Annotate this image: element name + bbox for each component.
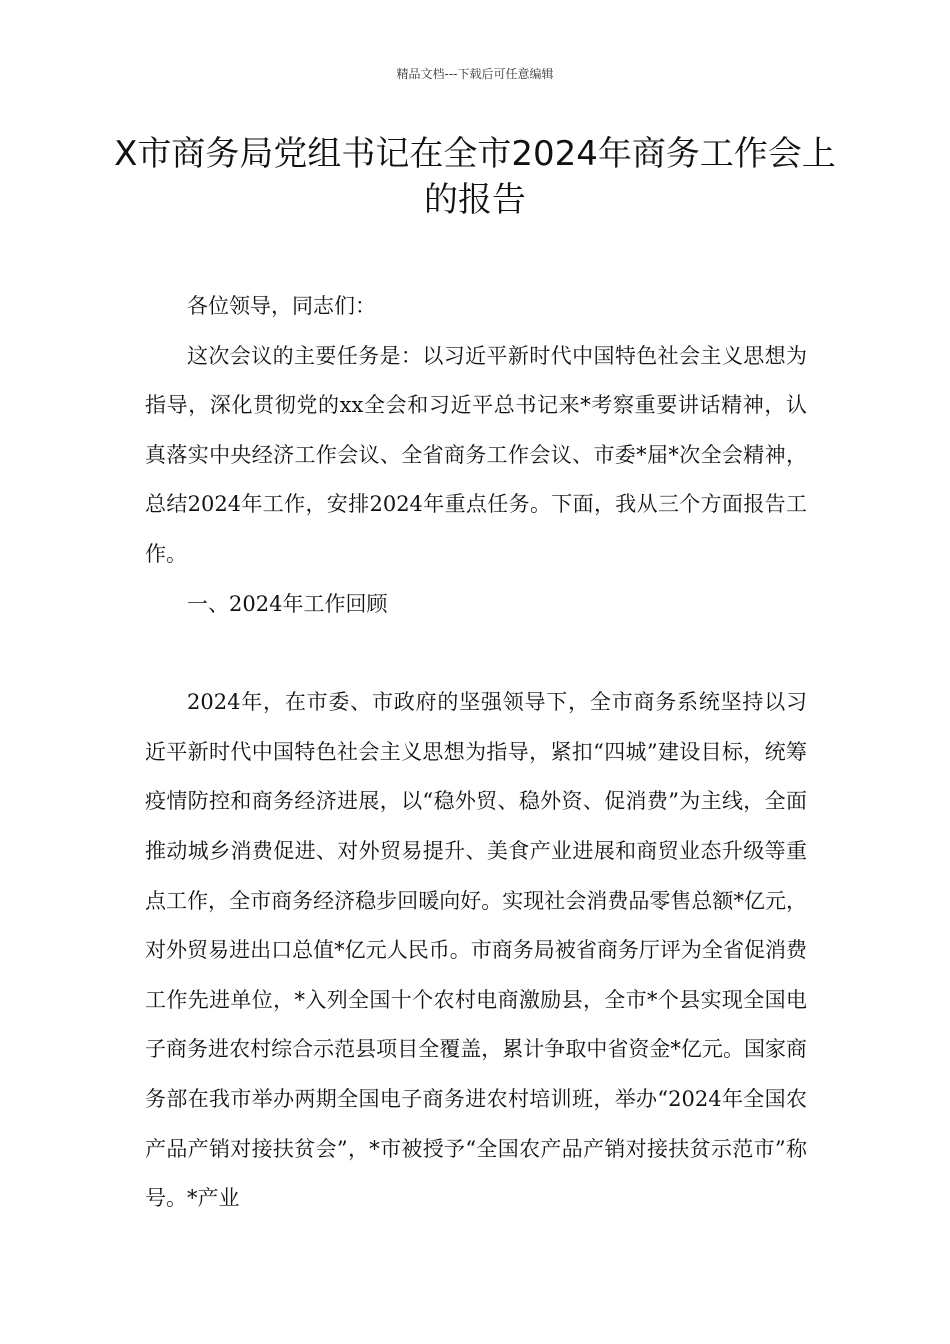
document-body xyxy=(145,282,807,1224)
review-paragraph: 2024年，在市委、市政府的坚强领导下，全市商务系统坚持以习近平新时代中国特色社会主义思想为指导，紧扣“四城”建设目标，统筹疫情防控和商务经济进展，以“稳外贸、稳外资、促消费”为主线，全面推动城乡消费促进、对外贸易提升、美食产业进展和商贸业态升级等重点工作，全市商务经济稳步回暖向好。实现社会消费品零售总额*亿元，对外贸易进出口总值*亿元人民币。市商务局被省商务厅评为全省促消费工作先进单位，*入列全国十个农村电商激励县，全市*个县实现全国电子商务进农村综合示范县项目全覆盖，累计争取中省资金*亿元。国家商务部在我市举办两期全国电子商务进农村培训班，举办“2024年全国农产品产销对接扶贫会”，*市被授予“全国农产品产销对接扶贫示范市”称号。*产业 xyxy=(145,690,807,1211)
header-note: 精品文档---下载后可任意编辑 xyxy=(396,67,554,81)
intro-paragraph: 这次会议的主要任务是：以习近平新时代中国特色社会主义思想为指导，深化贯彻党的xx全会和习近平总书记来*考察重要讲话精神，认真落实中央经济工作会议、全省商务工作会议、市委*届*次全会精神，总结2024年工作，安排2024年重点任务。下面，我从三个方面报告工作。 xyxy=(145,343,807,566)
salutation: 各位领导，同志们： xyxy=(187,294,376,318)
section-heading: 一、2024年工作回顾 xyxy=(187,591,388,616)
document-title: X市商务局党组书记在全市2024年商务工作会上的报告 xyxy=(114,134,836,220)
